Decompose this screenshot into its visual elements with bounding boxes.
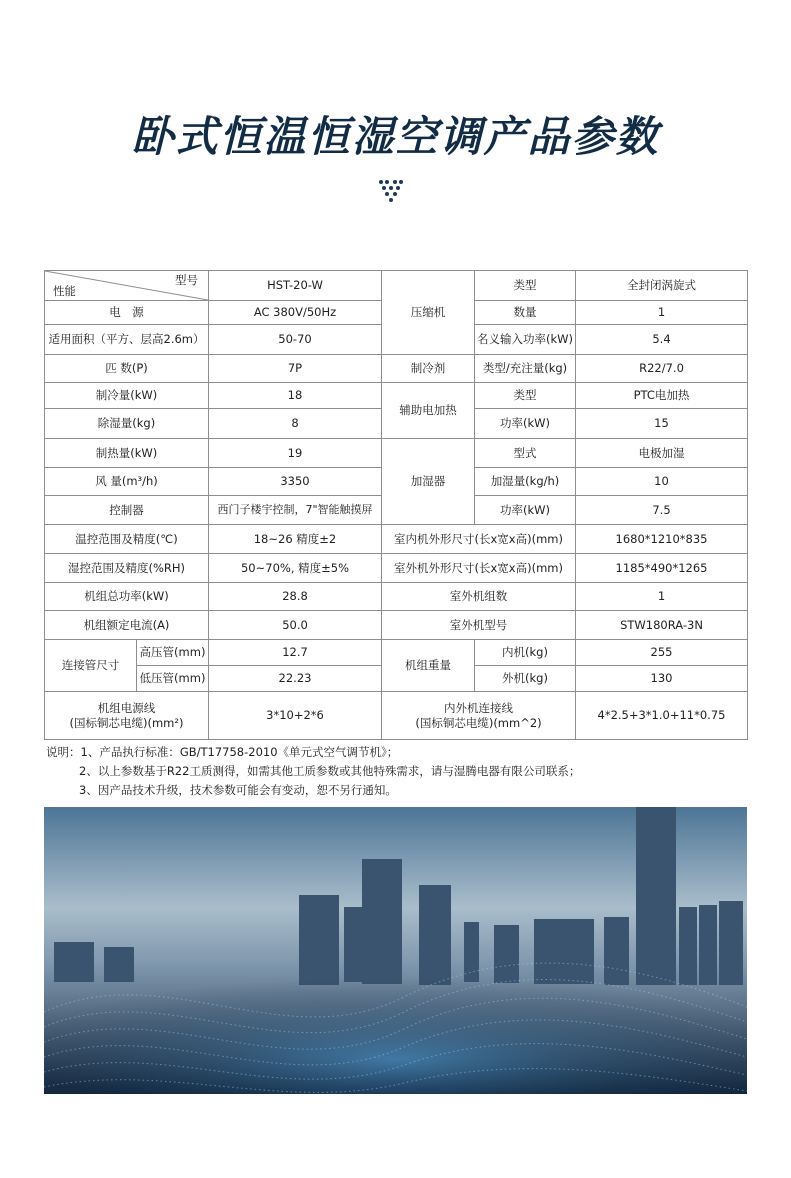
pipe-high-value: 12.7 (209, 640, 382, 666)
weight-outdoor-label: 外机(kg) (475, 666, 576, 692)
outdoor-groups-label: 室外机组数 (382, 583, 576, 611)
refrigerant-label: 制冷剂 (382, 355, 475, 383)
outdoor-size-value: 1185*490*1265 (576, 554, 748, 583)
city-network-photo (44, 807, 747, 1094)
note-line: 3、因产品技术升级，技术参数可能会有变动，恕不另行通知。 (79, 783, 397, 797)
indoor-size-label: 室内机外形尺寸(长x宽x高)(mm) (382, 525, 576, 554)
humidifier-power-label: 功率(kW) (475, 496, 576, 525)
airflow-value: 3350 (209, 468, 382, 496)
heating-value: 19 (209, 439, 382, 468)
temp-range-value: 18~26 精度±2 (209, 525, 382, 554)
outdoor-groups-value: 1 (576, 583, 748, 611)
humidifier-type-label: 型式 (475, 439, 576, 468)
cooling-value: 18 (209, 383, 382, 409)
refrigerant-sub-label: 类型/充注量(kg) (475, 355, 576, 383)
outdoor-model-value: STW180RA-3N (576, 611, 748, 640)
power-cable-label-line1: 机组电源线 (97, 701, 156, 716)
pipe-low-value: 22.23 (209, 666, 382, 692)
airflow-label: 风 量(m³/h) (45, 468, 209, 496)
rated-current-label: 机组额定电流(A) (45, 611, 209, 640)
note-line: 说明：1、产品执行标准：GB/T17758-2010《单元式空气调节机》； (46, 745, 399, 759)
weight-indoor-value: 255 (576, 640, 748, 666)
notes (46, 743, 746, 800)
model-value: HST-20-W (209, 271, 382, 301)
indoor-size-value: 1680*1210*835 (576, 525, 748, 554)
header-diagonal-cell (45, 271, 209, 301)
compressor-qty-value: 1 (576, 301, 748, 325)
page-title: 卧式恒温恒湿空调产品参数 (131, 112, 660, 161)
power-cable-label (45, 692, 209, 740)
humidifier-amount-value: 10 (576, 468, 748, 496)
aux-heat-type-label: 类型 (475, 383, 576, 409)
compressor-input-label: 名义输入功率(kW) (475, 325, 576, 355)
compressor-label: 压缩机 (382, 271, 475, 355)
temp-range-label: 温控范围及精度(℃) (45, 525, 209, 554)
controller-label: 控制器 (45, 496, 209, 525)
aux-heat-power-value: 15 (576, 409, 748, 439)
performance-header-label: 性能 (53, 283, 76, 298)
power-label: 电 源 (45, 301, 209, 325)
hum-range-label: 湿控范围及精度(%RH) (45, 554, 209, 583)
model-header-label: 型号 (175, 273, 198, 287)
aux-heat-type-value: PTC电加热 (576, 383, 748, 409)
humidifier-power-value: 7.5 (576, 496, 748, 525)
pipe-high-label: 高压管(mm) (137, 640, 209, 666)
power-cable-label-line2: (国标铜芯电缆)(mm²) (69, 715, 184, 730)
compressor-input-value: 5.4 (576, 325, 748, 355)
link-cable-label-line1: 内外机连接线 (444, 701, 513, 716)
controller-value: 西门子楼宇控制，7"智能触摸屏 (209, 496, 382, 525)
power-value: AC 380V/50Hz (209, 301, 382, 325)
hum-range-value: 50~70%, 精度±5% (209, 554, 382, 583)
link-cable-label (382, 692, 576, 740)
area-label: 适用面积（平方、层高2.6m） (45, 325, 209, 355)
spec-table (44, 270, 748, 740)
compressor-type-value: 全封闭涡旋式 (576, 271, 748, 301)
weight-outdoor-value: 130 (576, 666, 748, 692)
pipe-label: 连接管尺寸 (45, 640, 137, 692)
outdoor-model-label: 室外机型号 (382, 611, 576, 640)
heating-label: 制热量(kW) (45, 439, 209, 468)
dehum-label: 除湿量(kg) (45, 409, 209, 439)
hp-value: 7P (209, 355, 382, 383)
compressor-type-label: 类型 (475, 271, 576, 301)
aux-heat-power-label: 功率(kW) (475, 409, 576, 439)
hp-label: 匹 数(P) (45, 355, 209, 383)
aux-heat-label: 辅助电加热 (382, 383, 475, 439)
compressor-qty-label: 数量 (475, 301, 576, 325)
total-power-value: 28.8 (209, 583, 382, 611)
dehum-value: 8 (209, 409, 382, 439)
pipe-low-label: 低压管(mm) (137, 666, 209, 692)
link-cable-label-line2: (国标铜芯电缆)(mm^2) (415, 715, 542, 730)
humidifier-type-value: 电极加湿 (576, 439, 748, 468)
humidifier-amount-label: 加湿量(kg/h) (475, 468, 576, 496)
humidifier-label: 加湿器 (382, 439, 475, 525)
weight-indoor-label: 内机(kg) (475, 640, 576, 666)
area-value: 50-70 (209, 325, 382, 355)
cooling-label: 制冷量(kW) (45, 383, 209, 409)
outdoor-size-label: 室外机外形尺寸(长x宽x高)(mm) (382, 554, 576, 583)
refrigerant-value: R22/7.0 (576, 355, 748, 383)
weight-label: 机组重量 (382, 640, 475, 692)
note-line: 2、以上参数基于R22工质测得，如需其他工质参数或其他特殊需求，请与湿腾电器有限公司联系； (79, 764, 581, 778)
total-power-label: 机组总功率(kW) (45, 583, 209, 611)
brand-logo-icon (378, 178, 404, 204)
power-cable-value: 3*10+2*6 (209, 692, 382, 740)
link-cable-value: 4*2.5+3*1.0+11*0.75 (576, 692, 748, 740)
rated-current-value: 50.0 (209, 611, 382, 640)
